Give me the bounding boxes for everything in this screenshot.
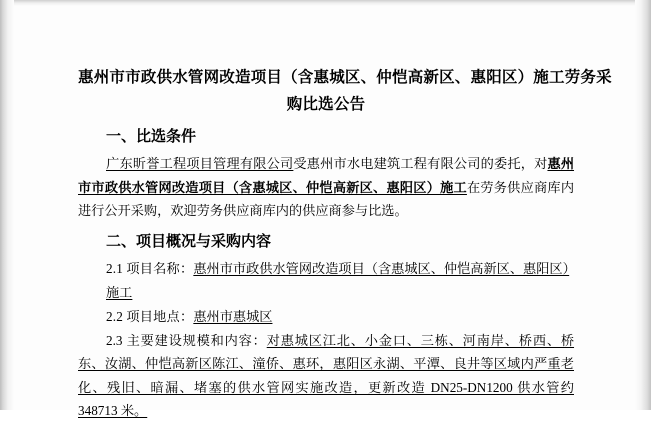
- item-value-project-name: 惠州市市政供水管网改造项目（含惠城区、仲恺高新区、惠阳区）施工: [106, 260, 570, 300]
- item-label-project-location: 项目地点：: [126, 308, 194, 324]
- procurement-text: 在劳务供应商库内进行公开采购，欢迎劳务供应商库内的供应商参与比选。: [78, 179, 575, 218]
- entrust-text: 受惠州市水电建筑工程有限公司的委托，对: [293, 156, 548, 171]
- section-heading-1: 一、比选条件: [106, 129, 197, 145]
- project-name-emphasis: 惠州市市政供水管网改造项目（含惠城区、仲恺高新区、惠阳区）施工: [78, 156, 575, 195]
- agency-name: 广东昕誉工程项目管理有限公司: [106, 156, 294, 171]
- item-label-project-scope: 主要建设规模和内容：: [126, 332, 267, 348]
- item-project-location: [78, 305, 574, 329]
- page-top-edge-shadow: [0, 0, 651, 6]
- section-1-paragraph: [78, 152, 574, 223]
- item-value-project-scope: 对惠城区江北、小金口、三栋、河南岸、桥西、桥东、汝湖、仲恺高新区陈江、潼侨、惠环，惠阳区永湖、平潭、良井等区域内严重老化、残旧、暗漏、堵塞的供水管网实施改造，更新改造 DN25-DN1200 供水管约 348713 米。: [78, 332, 575, 418]
- item-project-name: [78, 257, 574, 305]
- item-number-2-1: 2.1: [106, 260, 124, 276]
- page-right-edge-shadow: [635, 0, 651, 410]
- item-number-2-3: 2.3: [106, 332, 123, 348]
- title-line-2: 购比选公告: [286, 96, 366, 113]
- item-value-project-location: 惠州市惠城区: [193, 308, 273, 324]
- page-title: [78, 64, 612, 118]
- document-content: [78, 64, 612, 423]
- item-label-project-name: 项目名称：: [126, 260, 194, 276]
- page-left-edge-shadow: [0, 0, 14, 410]
- title-line-1: 惠州市市政供水管网改造项目（含惠城区、仲恺高新区、惠阳区）施工劳务采: [78, 69, 612, 86]
- item-number-2-2: 2.2: [106, 308, 124, 324]
- item-project-scope: [78, 329, 574, 423]
- section-heading-2: 二、项目概况与采购内容: [106, 233, 272, 250]
